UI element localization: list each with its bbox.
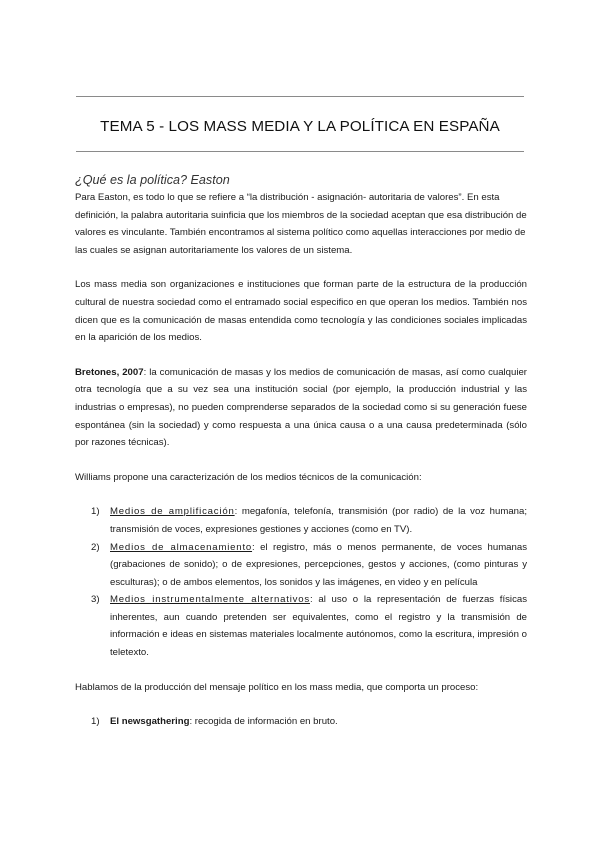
list-item-number: 1) bbox=[91, 506, 100, 518]
list-item-term: Medios de amplificación bbox=[110, 506, 235, 518]
list-item bbox=[75, 591, 527, 661]
page-title: TEMA 5 - LOS MASS MEDIA Y LA POLÍTICA EN ESPAÑA bbox=[100, 118, 500, 135]
list-item-term: Medios de almacenamiento bbox=[110, 541, 253, 553]
document-body bbox=[75, 173, 527, 731]
list-item bbox=[75, 503, 527, 538]
paragraph-production: Hablamos de la producción del mensaje político en los mass media, que comporta un proceso: bbox=[75, 681, 479, 693]
bretones-text: : la comunicación de masas y los medios de comunicación de masas, así como cualquier otra tecnología que a su vez sea una institución social (por ejemplo, la producción industrial y las industrias o empresas), no pueden comprenderse separados de la sociedad como si su generación fuese espontánea (sin la sociedad) y como respuesta a una única causa o a una causa predeterminada (sólo por razones técnicas). bbox=[75, 366, 528, 449]
paragraph-bretones bbox=[75, 364, 527, 452]
media-types-list bbox=[75, 503, 527, 661]
paragraph-easton: Para Easton, es todo lo que se refiere a “la distribución - asignación- autoritaria de valores”. En esta definición, la palabra autoritaria suinficia que los miembros de la sociedad aceptan que esa distribución de valores es vinculante. También encontramos al sistema político como aquellas interacciones por medio de las cuales se asignan autoritariamente los valores de un sistema. bbox=[75, 192, 527, 256]
top-divider bbox=[76, 96, 524, 97]
list-item-text: : megafonía, telefonía, transmisión (por radio) de la voz humana; transmisión de voces, expresiones gestiones y acciones (como en TV). bbox=[110, 506, 527, 535]
list-item-text: : el registro, más o menos permanente, de voces humanas (grabaciones de sonido); o de expresiones, percepciones, gestos y acciones, (como pinturas y esculturas); o de ambos elementos, los sonidos y las imágenes, en video y en película bbox=[110, 541, 527, 588]
list-item-number: 1) bbox=[91, 716, 100, 728]
list-item-number: 3) bbox=[91, 594, 100, 606]
paragraph-mass-media: Los mass media son organizaciones e instituciones que forman parte de la estructura de la producción cultural de nuestra sociedad como el entramado social especifico en que operan los medios. También nos dicen que es la comunicación de masas entendida como tecnología y las condiciones sociales implicadas en la aparición de los medios. bbox=[75, 279, 527, 344]
bretones-citation: Bretones, 2007 bbox=[75, 366, 144, 378]
list-item-number: 2) bbox=[91, 541, 100, 553]
list-item-term: El newsgathering bbox=[110, 716, 190, 728]
section-heading: ¿Qué es la política? Easton bbox=[75, 173, 230, 187]
list-item-text: : recogida de información en bruto. bbox=[189, 716, 338, 728]
list-item bbox=[75, 539, 527, 592]
bottom-divider bbox=[76, 151, 524, 152]
process-list bbox=[75, 713, 527, 731]
list-item-term: Medios instrumentalmente alternativos bbox=[110, 594, 310, 606]
paragraph-williams: Williams propone una caracterización de los medios técnicos de la comunicación: bbox=[75, 471, 422, 483]
list-item bbox=[75, 713, 527, 731]
list-item-text: : al uso o la representación de fuerzas físicas inherentes, aun cuando pretenden ser equivalentes, como el registro y la transmisión de información e ideas en sistemas materiales localmente autónomos, como la escritura, impresión o teletexto. bbox=[110, 594, 527, 659]
